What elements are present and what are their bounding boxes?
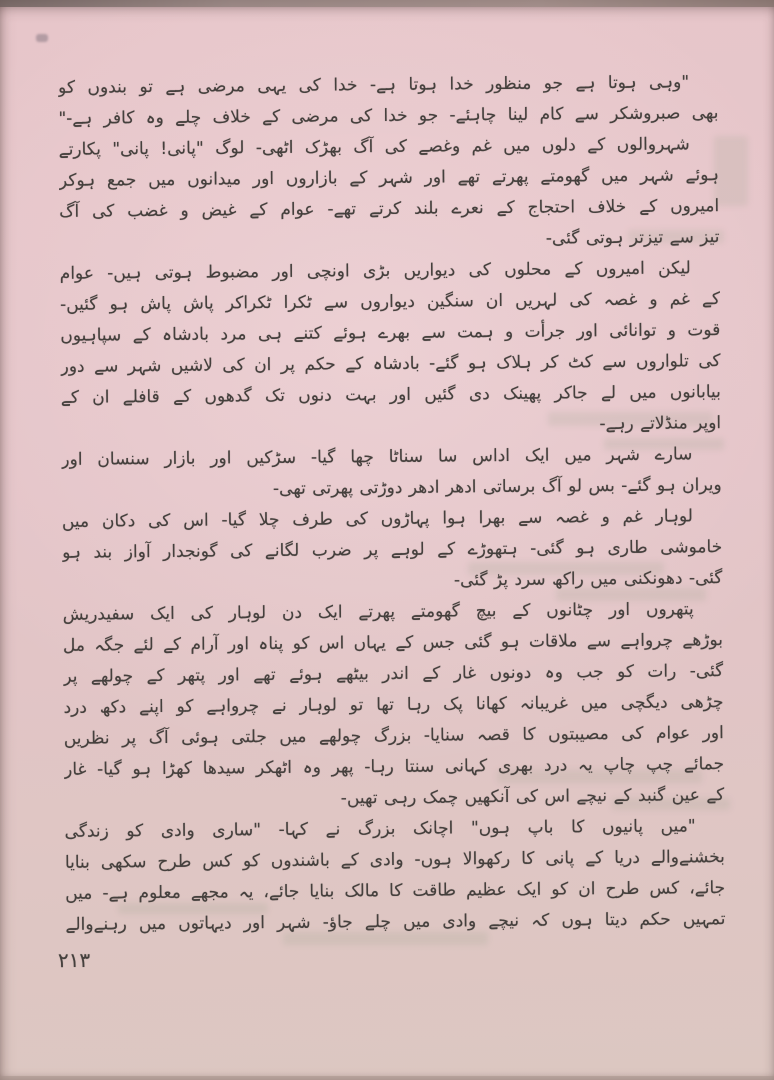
ink-dot-mark [36, 34, 48, 42]
text-line-p3-l2: کے غم و غصہ کی لہریں ان سنگین دیواروں سے ٹکرا ٹکراکر پاش پاش ہو گئیں- [59, 289, 721, 315]
text-line-p3-l4: کی تلواروں سے کٹ کر ہلاک ہو گئے- بادشاہ کے حکم پر ان کی لاشیں شہر سے دور [60, 351, 721, 377]
text-line-p2-l2: ہوئے شہر میں گھومتے پھرتے تھے اور شہر کے بازاروں اور میدانوں میں جمع ہوکر [58, 165, 720, 191]
scan-top-edge [0, 0, 774, 7]
text-line-p6-l7: کے عین گنبد کے نیچے اس کی آنکھیں چمک رہی تھیں- [340, 785, 725, 809]
text-line-p5-l1: لوہار غم و غصہ سے بھرا ہوا پہاڑوں کی طرف چلا گیا- اس کی دکان میں [61, 506, 693, 532]
text-line-p1-l2: بھی صبروشکر سے کام لینا چاہئے- جو خدا کی مرضی کے خلاف چلے وہ کافر ہے-" [58, 103, 719, 129]
text-line-p3-l3: قوت و توانائی اور جرأت و ہمت سے بھرے ہوئے کتنے ہی مرد بادشاہ کے سپاہیوں [60, 320, 721, 346]
text-line-p6-l4: چڑھی دیگچی میں غریبانہ کھانا پک رہا تھا تو لوہار نے چرواہے کو اپنے دکھ درد [63, 692, 724, 718]
text-line-p3-l6: اوپر منڈلاتے رہے- [599, 413, 722, 435]
text-line-p3-l5: بیابانوں میں لے جاکر پھینک دی گئیں اور بہت دنوں تک گدھوں کے قافلے ان کے [60, 382, 721, 408]
text-line-p4-l2: ویران ہو گئے- بس لو آگ برساتی ادھر ادھر دوڑتی پھرتی تھی- [272, 475, 722, 500]
page-number: ۲۱۳ [57, 947, 91, 973]
text-line-p7-l2: بخشنےوالے دریا کے پانی کا رکھوالا ہوں- وادی کے باشندوں کو کس طرح سکھی بنایا [64, 847, 725, 873]
text-line-p2-l1: شہروالوں کے دلوں میں غم وغصے کی آگ بھڑک اٹھی- لوگ "پانی! پانی" پکارتے [58, 134, 690, 160]
text-line-p3-l1: لیکن امیروں کے محلوں کی دیواریں بڑی اونچی اور مضبوط ہوتی ہیں- عوام [59, 258, 691, 284]
text-line-p4-l1: سارے شہر میں ایک اداس سا سناٹا چھا گیا- سڑکیں اور بازار سنسان اور [61, 444, 693, 470]
text-line-p7-l1: "میں پانیوں کا باپ ہوں" اچانک بزرگ نے کہا- "ساری وادی کو زندگی [64, 816, 696, 842]
text-line-p1-l1: "وہی ہوتا ہے جو منظور خدا ہوتا ہے- خدا کی یہی مرضی ہے تو بندوں کو [58, 72, 690, 98]
text-line-p5-l2: خاموشی طاری ہو گئی- ہتھوڑے کے لوہے پر ضرب لگانے کی گونجدار آواز بند ہو [62, 537, 723, 563]
text-line-p2-l3: امیروں کے خلاف احتجاج کے نعرے بلند کرتے تھے- عوام کے غیض و غضب کی آگ [59, 196, 720, 222]
text-line-p5-l3: گئی- دھونکنی میں راکھ سرد پڑ گئی- [453, 568, 723, 591]
text-line-p6-l3: گئی- رات کو جب وہ دونوں غار کے اندر بیٹھے ہوئے تھے اور پتھر کے چولھے پر [63, 661, 724, 687]
text-line-p7-l3: جائے، کس طرح ان کو ایک عظیم طاقت کا مالک بنایا جائے، یہ مجھے معلوم ہے- میں [65, 878, 726, 904]
text-line-p7-l4: تمہیں حکم دیتا ہوں کہ نیچے وادی میں چلے جاؤ- شہر اور دیہاتوں میں رہنےوالے [65, 909, 726, 935]
text-line-p6-l6: جمائے چپ چاپ یہ درد بھری کہانی سنتا رہا- پھر وہ اٹھکر سیدھا کھڑا ہو گیا- غار [64, 754, 725, 780]
text-line-p2-l4: تیز سے تیزتر ہوتی گئی- [545, 227, 720, 249]
text-line-p6-l5: اور عوام کی مصیبتوں کا قصہ سنایا- بزرگ چولھے میں جلتی ہوئی آگ پر نظریں [63, 723, 724, 749]
page-text-block [58, 67, 726, 941]
text-line-p6-l1: پتھروں اور چٹانوں کے بیچ گھومتے پھرتے ایک دن لوہار کی ایک سفیدریش [62, 599, 694, 625]
text-line-p6-l2: بوڑھے چرواہے سے ملاقات ہو گئی جس کے یہاں اس کو پناہ اور آرام کے لئے جگہ مل [62, 630, 724, 656]
scan-bottom-edge [0, 1076, 774, 1080]
